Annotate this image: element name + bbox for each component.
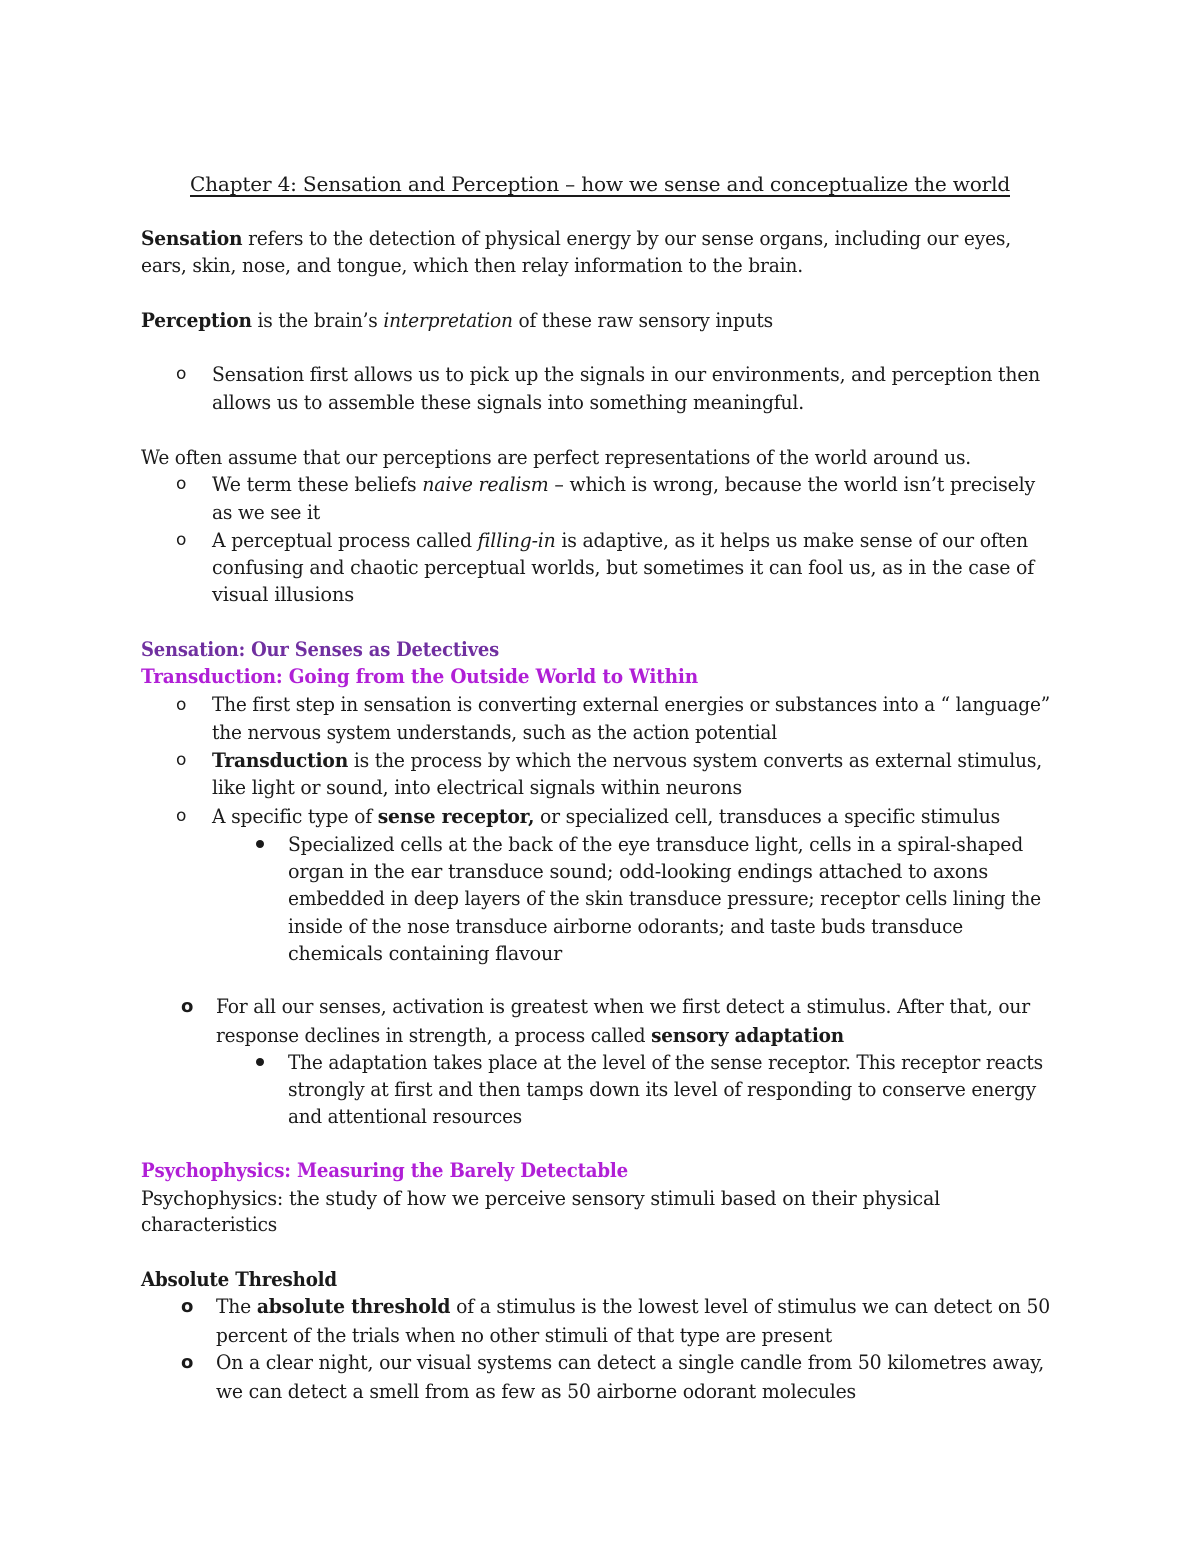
filling-in-line-1 — [212, 530, 1028, 550]
clear-night-line-2: we can detect a smell from as few as 50 airborne odorant molecules — [216, 1379, 856, 1403]
naive-realism-pre: We term these beliefs — [212, 472, 423, 496]
sensation-definition-text: refers to the detection of physical energy by our sense organs, including our eyes, — [242, 226, 1011, 250]
specialized-cells-line-2: organ in the ear transduce sound; odd-looking endings attached to axons — [288, 859, 988, 883]
specialized-cells-line-4: inside of the nose transduce airborne odorants; and taste buds transduce — [288, 914, 963, 938]
naive-realism-italic: naive realism — [422, 472, 549, 496]
adaptation-line-2-text: response declines in strength, a process called — [216, 1023, 652, 1047]
section-heading-detectives: Sensation: Our Senses as Detectives — [141, 637, 499, 661]
sense-receptor-pre: A specific type of — [212, 804, 378, 828]
filling-in-italic: filling-in — [477, 528, 556, 552]
sensation-term: Sensation — [141, 226, 243, 250]
adaptation-line-2 — [216, 1025, 844, 1045]
adaptation-sub-line-1: The adaptation takes place at the level of the sense receptor. This receptor reacts — [288, 1050, 1043, 1074]
circle-bullet-icon: o — [181, 996, 194, 1017]
absolute-threshold-line-2: percent of the trials when no other stimuli of that type are present — [216, 1323, 832, 1347]
section-heading-transduction: Transduction: Going from the Outside World to Within — [141, 664, 698, 688]
perception-bullet-line-1: Sensation first allows us to pick up the signals in our environments, and perception then — [212, 362, 1040, 386]
absolute-threshold-post: of a stimulus is the lowest level of stimulus we can detect on 50 — [450, 1294, 1050, 1318]
circle-bullet-icon: o — [176, 530, 187, 550]
specialized-cells-line-1: Specialized cells at the back of the eye transduce light, cells in a spiral-shaped — [288, 832, 1023, 856]
absolute-threshold-line-1 — [216, 1296, 1050, 1316]
clear-night-line-1: On a clear night, our visual systems can detect a single candle from 50 kilometres away, — [216, 1350, 1044, 1374]
naive-realism-post: – which is wrong, because the world isn’t precisely — [548, 472, 1035, 496]
page-title: Chapter 4: Sensation and Perception – how we sense and conceptualize the world — [190, 172, 1010, 196]
first-step-line-2: the nervous system understands, such as the action potential — [212, 720, 777, 744]
perception-term: Perception — [141, 308, 252, 332]
adaptation-sub-line-3: and attentional resources — [288, 1104, 522, 1128]
specialized-cells-line-5: chemicals containing flavour — [288, 941, 562, 965]
transduction-definition-line-1 — [212, 750, 1042, 770]
psychophysics-definition-line-2: characteristics — [141, 1212, 277, 1236]
sense-receptor-term: sense receptor, — [377, 804, 535, 828]
adaptation-sub-line-2: strongly at first and then tamps down its level of responding to conserve energy — [288, 1077, 1036, 1101]
interpretation-italic: interpretation — [383, 308, 513, 332]
transduction-term: Transduction — [212, 748, 349, 772]
assume-paragraph: We often assume that our perceptions are perfect representations of the world around us. — [141, 445, 971, 469]
sensation-definition-line-1 — [141, 228, 1011, 248]
section-heading-psychophysics: Psychophysics: Measuring the Barely Detectable — [141, 1158, 628, 1182]
sense-receptor-post: or specialized cell, transduces a specific stimulus — [534, 804, 1000, 828]
circle-bullet-icon: o — [176, 806, 187, 826]
perception-definition-end: of these raw sensory inputs — [512, 308, 773, 332]
perception-definition — [141, 310, 773, 330]
circle-bullet-icon: o — [176, 750, 187, 770]
circle-bullet-icon: o — [176, 474, 187, 494]
circle-bullet-icon: o — [181, 1296, 194, 1317]
circle-bullet-icon: o — [176, 364, 187, 384]
circle-bullet-icon: o — [181, 1352, 194, 1373]
perception-definition-mid: is the brain’s — [251, 308, 384, 332]
circle-bullet-icon: o — [176, 695, 187, 715]
perception-bullet-line-2: allows us to assemble these signals into something meaningful. — [212, 390, 804, 414]
filling-in-post: is adaptive, as it helps us make sense of our often — [555, 528, 1028, 552]
specialized-cells-line-3: embedded in deep layers of the skin transduce pressure; receptor cells lining the — [288, 886, 1041, 910]
filling-in-pre: A perceptual process called — [212, 528, 478, 552]
section-heading-absolute-threshold: Absolute Threshold — [141, 1267, 337, 1291]
adaptation-line-1: For all our senses, activation is greatest when we first detect a stimulus. After that, our — [216, 994, 1030, 1018]
absolute-threshold-pre: The — [216, 1294, 257, 1318]
absolute-threshold-term: absolute threshold — [256, 1294, 451, 1318]
disc-bullet-icon — [256, 840, 264, 848]
transduction-definition-text: is the process by which the nervous system converts as external stimulus, — [348, 748, 1042, 772]
filling-in-line-2: confusing and chaotic perceptual worlds, but sometimes it can fool us, as in the case of — [212, 555, 1034, 579]
sense-receptor-line — [212, 806, 1000, 826]
transduction-definition-line-2: like light or sound, into electrical signals within neurons — [212, 775, 742, 799]
disc-bullet-icon — [256, 1058, 264, 1066]
sensory-adaptation-term: sensory adaptation — [651, 1023, 844, 1047]
first-step-line-1: The first step in sensation is converting external energies or substances into a “ language” — [212, 692, 1050, 716]
psychophysics-definition-line-1: Psychophysics: the study of how we perceive sensory stimuli based on their physical — [141, 1186, 940, 1210]
sensation-definition-line-2: ears, skin, nose, and tongue, which then relay information to the brain. — [141, 253, 803, 277]
filling-in-line-3: visual illusions — [212, 582, 354, 606]
naive-realism-line-2: as we see it — [212, 500, 320, 524]
naive-realism-line-1 — [212, 474, 1035, 494]
